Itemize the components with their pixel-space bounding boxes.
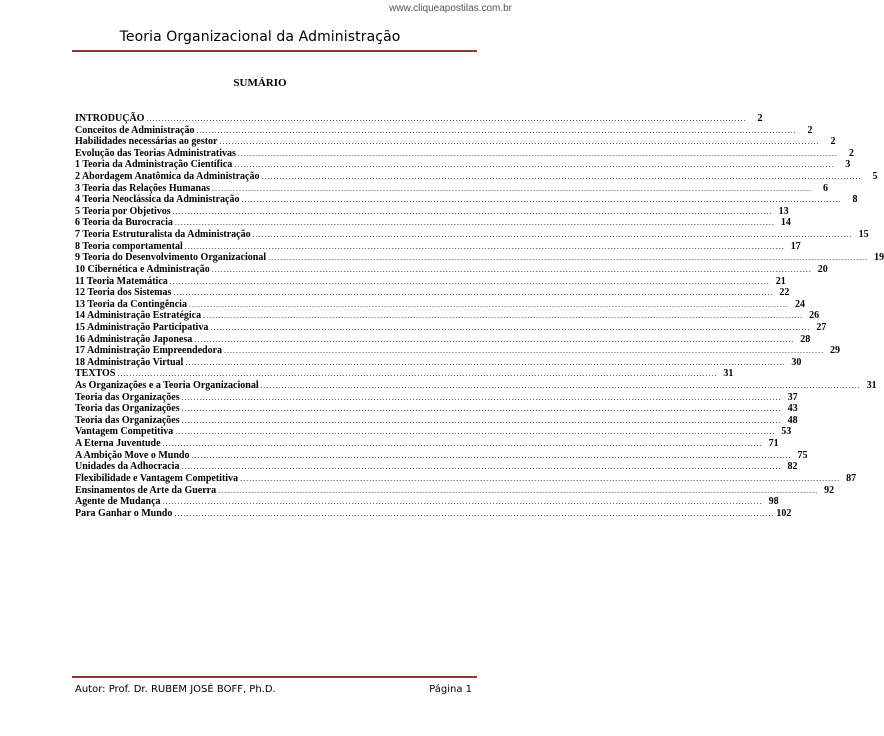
toc-dot-leader: ........................................................................................................................................................................................................ [175, 427, 776, 437]
toc-entry-page: 92 [824, 484, 835, 496]
toc-dot-leader: ........................................................................................................................................................................................................ [211, 264, 812, 274]
toc-entry-label: 16 Administração Japonesa [75, 333, 193, 345]
toc-entry[interactable] [75, 182, 829, 195]
toc-entry-page: 28 [800, 333, 811, 345]
toc-entry-page: 5 [872, 171, 878, 183]
toc-entry-page: 17 [790, 240, 801, 252]
toc-entry-label: Para Ganhar o Mundo [75, 507, 173, 519]
toc-dot-leader: ........................................................................................................................................................................................................ [173, 288, 774, 298]
toc-dot-leader: ........................................................................................................................................................................................................ [196, 125, 797, 135]
toc-entry-label: A Eterna Juventude [75, 438, 161, 450]
toc-entry-label: Teoria das Organizações [75, 391, 180, 403]
toc-dot-leader: ........................................................................................................................................................................................................ [219, 137, 820, 147]
toc-dot-leader: ........................................................................................................................................................................................................ [188, 299, 789, 309]
toc-entry[interactable] [75, 113, 763, 125]
toc-entry-page: 15 [858, 229, 869, 241]
toc-entry-page: 21 [775, 275, 786, 287]
toc-entry[interactable] [75, 171, 878, 183]
toc-entry-page: 71 [768, 438, 779, 450]
toc-entry-page: 2 [757, 113, 763, 124]
toc-entry-page: 87 [846, 472, 857, 484]
footer-author: Autor: Prof. Dr. RUBEM JOSÉ BOFF, Ph.D. [75, 684, 276, 695]
toc-dot-leader: ........................................................................................................................................................................................................ [184, 241, 785, 251]
toc-entry-label: 10 Cibernética e Administração [75, 263, 210, 275]
toc-entry[interactable] [75, 426, 792, 438]
toc-entry[interactable] [75, 275, 786, 288]
toc-entry-label: TEXTOS [75, 368, 116, 380]
toc-entry-label: 13 Teoria da Contingência [75, 298, 187, 310]
toc-entry[interactable] [75, 333, 811, 346]
toc-entry-page: 8 [852, 194, 858, 206]
toc-entry-page: 82 [787, 461, 798, 473]
toc-entry[interactable] [75, 414, 798, 427]
toc-dot-leader: ........................................................................................................................................................................................................ [218, 485, 819, 495]
toc-entry-label: Evolução das Teorias Administrativas [75, 147, 236, 159]
toc-dot-leader: ........................................................................................................................................................................................................ [240, 473, 841, 483]
toc-entry-page: 14 [780, 217, 791, 229]
toc-entry-page: 22 [779, 287, 790, 299]
toc-entry[interactable] [75, 263, 828, 276]
toc-entry-page: 2 [830, 136, 836, 148]
toc-dot-leader: ........................................................................................................................................................................................................ [212, 183, 813, 193]
toc-entry[interactable] [75, 496, 779, 508]
toc-entry-label: Ensinamentos de Arte da Guerra [75, 484, 217, 496]
toc-dot-leader: ........................................................................................................................................................................................................ [203, 311, 804, 321]
toc-entry-page: 98 [768, 496, 779, 508]
toc-entry[interactable] [75, 310, 820, 322]
toc-dot-leader: ........................................................................................................................................................................................................ [146, 114, 747, 123]
toc-entry[interactable] [75, 287, 790, 299]
toc-dot-leader: ........................................................................................................................................................................................................ [169, 276, 770, 286]
toc-entry[interactable] [75, 217, 791, 229]
toc-entry[interactable] [75, 298, 805, 311]
footer-page-number: Página 1 [429, 684, 472, 695]
toc-entry-label: 18 Administração Virtual [75, 356, 184, 368]
toc-entry[interactable] [75, 472, 857, 485]
toc-dot-leader: ........................................................................................................................................................................................................ [241, 195, 842, 205]
toc-entry[interactable] [75, 449, 808, 462]
toc-entry-label: 1 Teoria da Administração Científica [75, 159, 233, 171]
toc-entry-label: 14 Administração Estratégica [75, 310, 202, 322]
toc-dot-leader: ........................................................................................................................................................................................................ [261, 172, 862, 182]
toc-entry-page: 102 [776, 507, 792, 519]
toc-dot-leader: ........................................................................................................................................................................................................ [224, 346, 825, 356]
toc-entry-page: 26 [809, 310, 820, 322]
toc-entry-label: 11 Teoria Matemática [75, 275, 168, 287]
toc-entry[interactable] [75, 484, 835, 497]
toc-entry-label: 17 Administração Empreendedora [75, 345, 223, 357]
toc-entry[interactable] [75, 147, 854, 160]
toc-entry-label: As Organizações e a Teoria Organizacional [75, 380, 259, 392]
toc-entry-label: 6 Teoria da Burocracia [75, 217, 173, 229]
toc-entry-label: Vantagem Competitiva [75, 426, 174, 438]
toc-entry-label: Flexibilidade e Vantagem Competitiva [75, 472, 239, 484]
toc-entry-page: 20 [817, 263, 828, 275]
toc-dot-leader: ........................................................................................................................................................................................................ [210, 322, 811, 332]
toc-dot-leader: ........................................................................................................................................................................................................ [174, 508, 775, 518]
toc-entry-label: 15 Administração Participativa [75, 321, 209, 333]
toc-dot-leader: ........................................................................................................................................................................................................ [174, 218, 775, 228]
toc-entry-label: Agente de Mudança [75, 496, 161, 508]
toc-entry-page: 2 [807, 124, 813, 136]
toc-entry-label: 3 Teoria das Relações Humanas [75, 182, 211, 194]
toc-entry[interactable] [75, 159, 851, 171]
toc-entry[interactable] [75, 240, 801, 253]
toc-dot-leader: ........................................................................................................................................................................................................ [181, 392, 782, 402]
toc-entry[interactable] [75, 507, 792, 520]
toc-dot-leader: ........................................................................................................................................................................................................ [181, 462, 782, 472]
toc-entry-label: 8 Teoria comportamental [75, 240, 183, 252]
toc-entry-label: 5 Teoria por Objetivos [75, 205, 171, 217]
toc-dot-leader: ........................................................................................................................................................................................................ [237, 148, 838, 158]
toc-entry[interactable] [75, 403, 798, 415]
toc-entry[interactable] [75, 194, 858, 206]
toc-entry[interactable] [75, 368, 734, 380]
toc-entry-page: 19 [874, 252, 884, 264]
toc-dot-leader: ........................................................................................................................................................................................................ [194, 334, 795, 344]
toc-entry-label: Conceitos de Administração [75, 124, 195, 136]
toc-entry[interactable] [75, 124, 813, 137]
toc-entry[interactable] [75, 461, 798, 473]
toc-entry-label: 9 Teoria do Desenvolvimento Organizacional [75, 252, 267, 264]
toc-entry[interactable] [75, 356, 802, 369]
toc-entry-label: 4 Teoria Neoclássica da Administração [75, 194, 240, 206]
toc-entry-label: A Ambição Move o Mundo [75, 449, 190, 461]
toc-entry-page: 2 [848, 147, 854, 159]
toc-entry-page: 37 [787, 391, 798, 403]
toc-entry[interactable] [75, 321, 827, 334]
header-divider [72, 50, 477, 52]
toc-dot-leader: ........................................................................................................................................................................................................ [117, 369, 718, 379]
table-of-contents [75, 113, 884, 519]
toc-dot-leader: ........................................................................................................................................................................................................ [172, 206, 773, 216]
toc-entry-page: 24 [794, 298, 805, 310]
toc-entry-page: 3 [845, 159, 851, 171]
toc-entry-page: 31 [723, 368, 734, 380]
toc-dot-leader: ........................................................................................................................................................................................................ [252, 230, 853, 240]
toc-dot-leader: ........................................................................................................................................................................................................ [181, 415, 782, 425]
toc-entry-label: 7 Teoria Estruturalista da Administração [75, 229, 251, 241]
toc-entry-label: 12 Teoria dos Sistemas [75, 287, 172, 299]
toc-entry[interactable] [75, 380, 877, 392]
toc-dot-leader: ........................................................................................................................................................................................................ [185, 357, 786, 367]
toc-entry-page: 6 [823, 182, 829, 194]
toc-entry-page: 75 [797, 449, 808, 461]
watermark-url: www.cliqueapostilas.com.br [389, 3, 512, 14]
toc-entry-label: Teoria das Organizações [75, 403, 180, 415]
toc-entry-label: 2 Abordagem Anatômica da Administração [75, 171, 260, 183]
toc-entry-page: 27 [816, 321, 827, 333]
footer-divider [72, 676, 477, 678]
toc-entry-page: 30 [791, 356, 802, 368]
toc-entry-label: INTRODUÇÃO [75, 113, 145, 124]
toc-entry[interactable] [75, 345, 841, 357]
toc-entry[interactable] [75, 205, 789, 218]
toc-dot-leader: ........................................................................................................................................................................................................ [268, 253, 869, 263]
toc-entry-page: 13 [778, 205, 789, 217]
toc-entry[interactable] [75, 391, 798, 404]
toc-dot-leader: ........................................................................................................................................................................................................ [260, 381, 861, 391]
toc-dot-leader: ........................................................................................................................................................................................................ [162, 439, 763, 449]
toc-entry-label: Unidades da Adhocracia [75, 461, 180, 473]
toc-entry-label: Teoria das Organizações [75, 414, 180, 426]
toc-entry[interactable] [75, 438, 779, 450]
document-header-title: Teoria Organizacional da Administração [119, 29, 401, 45]
toc-entry-page: 48 [787, 414, 798, 426]
toc-dot-leader: ........................................................................................................................................................................................................ [191, 450, 792, 460]
toc-entry[interactable] [75, 252, 884, 264]
toc-entry-page: 29 [830, 345, 841, 357]
toc-entry-page: 43 [787, 403, 798, 415]
toc-entry[interactable] [75, 136, 836, 148]
toc-dot-leader: ........................................................................................................................................................................................................ [181, 404, 782, 414]
toc-dot-leader: ........................................................................................................................................................................................................ [162, 497, 763, 507]
toc-entry-page: 31 [866, 380, 877, 392]
toc-entry-page: 53 [781, 426, 792, 438]
toc-heading: SUMÁRIO [233, 77, 287, 89]
toc-entry[interactable] [75, 229, 869, 241]
toc-entry-label: Habilidades necessárias ao gestor [75, 136, 218, 148]
toc-dot-leader: ........................................................................................................................................................................................................ [234, 160, 835, 170]
